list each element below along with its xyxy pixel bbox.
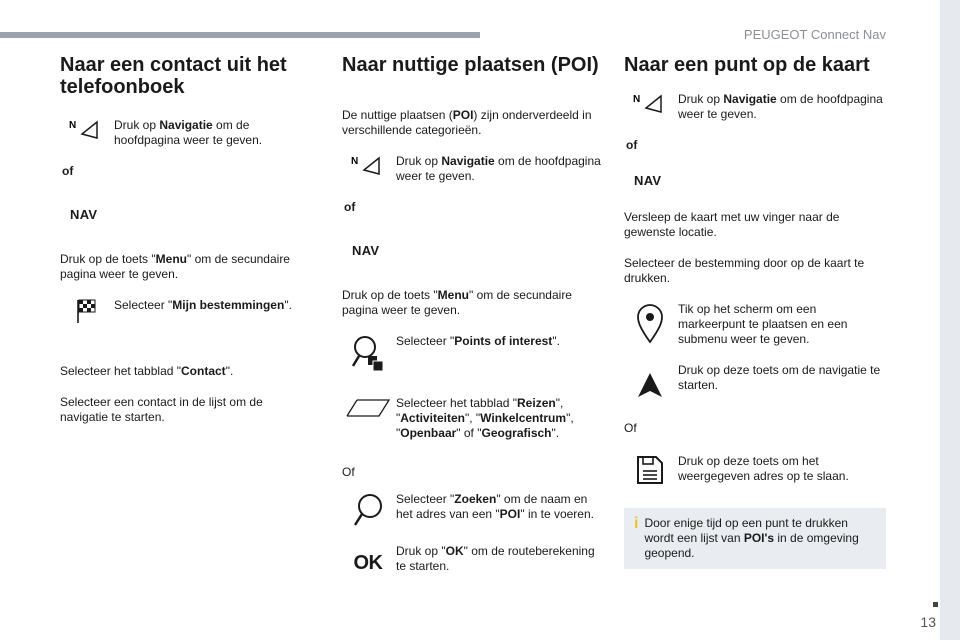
step-my-destinations (60, 298, 310, 324)
page-edge-marker (933, 602, 938, 607)
navigation-arrow-icon (624, 92, 676, 118)
step-navigation (60, 118, 310, 148)
step-text: Selecteer het tabblad "Reizen", "Activiteiten", "Winkelcentrum", "Openbaar" of "Geografisch". (396, 396, 574, 440)
step-text: Druk op deze toets om de navigatie te starten. (678, 363, 881, 392)
svg-text:N: N (633, 94, 641, 105)
svg-text:N: N (69, 120, 77, 131)
ok-button-icon: OK (353, 552, 383, 574)
or-label: of (62, 164, 74, 178)
search-icon (342, 492, 394, 528)
section-title: Naar nuttige plaatsen (POI) (342, 54, 599, 76)
nav-button-label: NAV (634, 173, 662, 188)
navigation-arrow-icon (60, 118, 112, 144)
paragraph-menu: Druk op de toets "Menu" om de secundaire pagina weer te geven. (60, 252, 290, 281)
navigation-arrow-icon (342, 154, 394, 180)
step-start-navigation (624, 363, 886, 401)
step-text: Druk op deze toets om het weergegeven adres op te slaan. (678, 454, 849, 483)
section-map-point (624, 54, 886, 569)
or-label: of (626, 138, 638, 152)
step-text: Tik op het scherm om een markeerpunt te plaatsen en een submenu weer te geven. (678, 302, 848, 346)
step-text: Druk op Navigatie om de hoofdpagina weer te geven. (678, 92, 883, 121)
section-title: Naar een punt op de kaart (624, 54, 870, 76)
step-navigation (624, 92, 886, 122)
note-text: Door enige tijd op een punt te drukken wordt een lijst van POI's in de omgeving geopend. (644, 516, 859, 560)
info-note (624, 508, 886, 569)
or-label: Of (342, 465, 355, 479)
step-save-address (624, 454, 886, 486)
side-strip (940, 0, 960, 640)
poi-search-icon (342, 334, 394, 372)
section-poi (342, 54, 604, 590)
or-label: of (344, 200, 356, 214)
step-text: Druk op Navigatie om de hoofdpagina weer te geven. (114, 118, 263, 147)
step-navigation (342, 154, 604, 184)
checkered-flag-icon (60, 298, 112, 324)
tab-shape-icon (342, 396, 394, 418)
navigation-start-icon (624, 363, 676, 401)
paragraph-contact-tab: Selecteer het tabblad "Contact". (60, 364, 234, 378)
step-points-of-interest (342, 334, 604, 372)
paragraph-menu: Druk op de toets "Menu" om de secundaire pagina weer te geven. (342, 288, 572, 317)
paragraph-intro: De nuttige plaatsen (POI) zijn onderverdeeld in verschillende categorieën. (342, 108, 592, 137)
paragraph-select-destination: Selecteer de bestemming door op de kaart te drukken. (624, 256, 865, 285)
save-icon (624, 454, 676, 486)
step-category-tabs (342, 396, 604, 441)
paragraph-drag-map: Versleep de kaart met uw vinger naar de gewenste locatie. (624, 210, 840, 239)
or-label: Of (624, 421, 637, 435)
step-ok (342, 544, 604, 574)
brand-label: PEUGEOT Connect Nav (743, 27, 886, 42)
step-place-marker (624, 302, 886, 347)
section-title: Naar een contact uit het telefoonboek (60, 54, 287, 98)
step-text: Selecteer "Mijn bestemmingen". (114, 298, 292, 312)
paragraph-select-contact: Selecteer een contact in de lijst om de navigatie te starten. (60, 395, 263, 424)
step-text: Selecteer "Points of interest". (396, 334, 560, 348)
section-contact (60, 54, 310, 441)
step-text: Selecteer "Zoeken" om de naam en het adres van een "POI" in te voeren. (396, 492, 594, 521)
page-number: 13 (920, 614, 936, 630)
nav-button-label: NAV (352, 243, 380, 258)
nav-button-label: NAV (70, 207, 98, 222)
step-search (342, 492, 604, 528)
step-text: Druk op "OK" om de routeberekening te starten. (396, 544, 595, 573)
svg-text:N: N (351, 156, 359, 167)
header-bar (0, 32, 480, 38)
info-icon: i (634, 515, 639, 532)
step-text: Druk op Navigatie om de hoofdpagina weer te geven. (396, 154, 601, 183)
map-pin-icon (624, 302, 676, 346)
